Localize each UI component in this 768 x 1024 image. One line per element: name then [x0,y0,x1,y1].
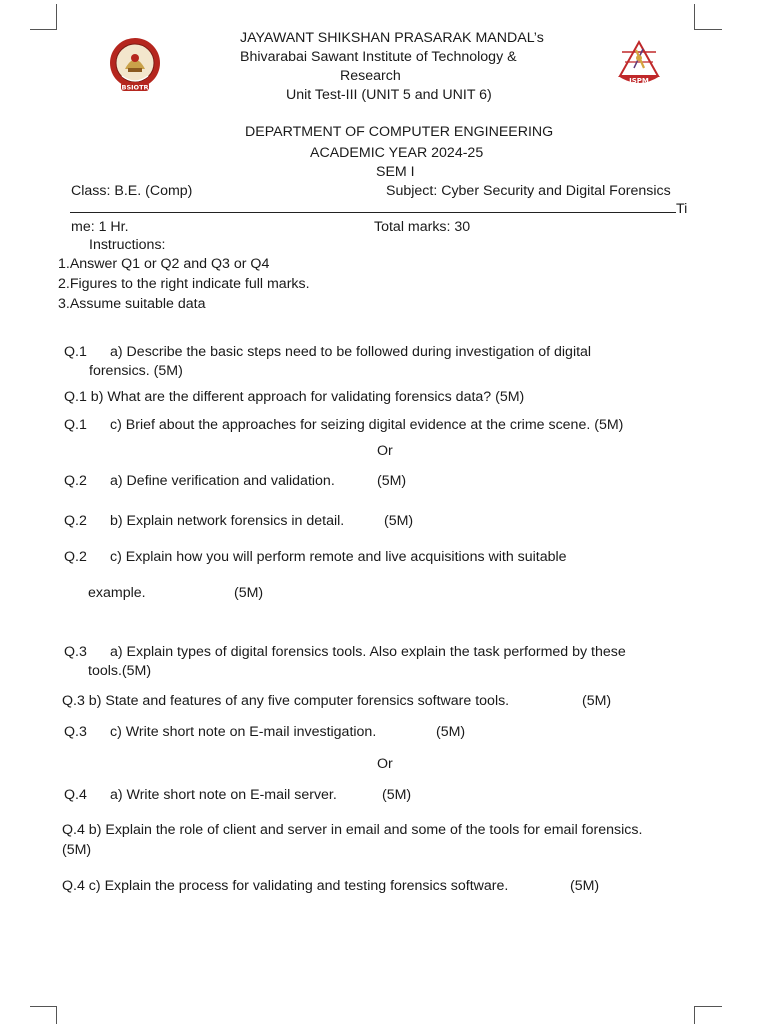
question-text: a) Explain types of digital forensics tools. Also explain the task performed by these [110,644,626,660]
crop-mark-top-left [30,29,57,30]
instructions-title: Instructions: [89,237,166,253]
total-marks: Total marks: 30 [374,219,471,235]
time-label-part1: Ti [676,201,688,217]
question-label: Q.1 [64,344,87,360]
question-text: c) Brief about the approaches for seizing digital evidence at the crime scene. (5M) [110,417,624,433]
crop-mark-top-right [694,4,695,30]
crop-mark-bottom-right [694,1006,722,1007]
crop-mark-bottom-left [56,1006,57,1024]
crop-mark-bottom-left [30,1006,57,1007]
question-text: Q.4 b) Explain the role of client and server in email and some of the tools for email forensics. [62,822,643,838]
crop-mark-bottom-right [694,1006,695,1024]
crop-mark-top-left [56,4,57,30]
instruction-item: 1.Answer Q1 or Q2 and Q3 or Q4 [58,256,270,272]
question-text: tools.(5M) [88,663,152,679]
question-marks: (5M) [234,585,264,601]
logo-right-text: JSPM [629,77,649,85]
question-marks: (5M) [377,473,407,489]
crop-mark-top-right [694,29,722,30]
institute-name-line1: Bhivarabai Sawant Institute of Technology & [240,49,517,65]
question-text: a) Describe the basic steps need to be followed during investigation of digital [110,344,592,360]
or-separator: Or [377,756,393,772]
test-title: Unit Test-III (UNIT 5 and UNIT 6) [286,87,492,103]
question-text: forensics. (5M) [89,363,183,379]
question-text: example. [88,585,146,601]
instruction-item: 2.Figures to the right indicate full marks. [58,276,310,292]
institute-logo-left [108,36,162,96]
instruction-item: 3.Assume suitable data [58,296,206,312]
question-label: Q.1 [64,417,87,433]
institute-logo-right [612,38,666,92]
academic-year: ACADEMIC YEAR 2024-25 [310,145,484,161]
question-text: (5M) [62,842,92,858]
logo-left-text: BSIOTR [121,83,149,92]
question-marks: (5M) [570,878,600,894]
department-name: DEPARTMENT OF COMPUTER ENGINEERING [245,124,554,140]
question-marks: (5M) [384,513,414,529]
question-marks: (5M) [382,787,412,803]
or-separator: Or [377,443,393,459]
question-label: Q.4 [64,787,87,803]
institute-name-line2: Research [340,68,401,84]
question-text: a) Define verification and validation. [110,473,335,489]
semester: SEM I [376,164,415,180]
class-label: Class: B.E. (Comp) [71,183,193,199]
subject-label: Subject: Cyber Security and Digital Forensics [386,183,671,199]
question-text: Q.4 c) Explain the process for validating and testing forensics software. [62,878,509,894]
question-marks: (5M) [582,693,612,709]
question-text: Q.3 b) State and features of any five computer forensics software tools. [62,693,510,709]
question-label: Q.2 [64,473,87,489]
org-name: JAYAWANT SHIKSHAN PRASARAK MANDAL’s [240,30,544,46]
question-text: c) Write short note on E-mail investigation. [110,724,377,740]
question-text: a) Write short note on E-mail server. [110,787,337,803]
question-marks: (5M) [436,724,466,740]
question-label: Q.2 [64,549,87,565]
time-label-part2: me: 1 Hr. [71,219,129,235]
header-underline [70,212,676,213]
question-text: Q.1 b) What are the different approach for validating forensics data? (5M) [64,389,525,405]
question-label: Q.3 [64,724,87,740]
question-text: b) Explain network forensics in detail. [110,513,345,529]
question-label: Q.3 [64,644,87,660]
question-label: Q.2 [64,513,87,529]
question-text: c) Explain how you will perform remote and live acquisitions with suitable [110,549,567,565]
